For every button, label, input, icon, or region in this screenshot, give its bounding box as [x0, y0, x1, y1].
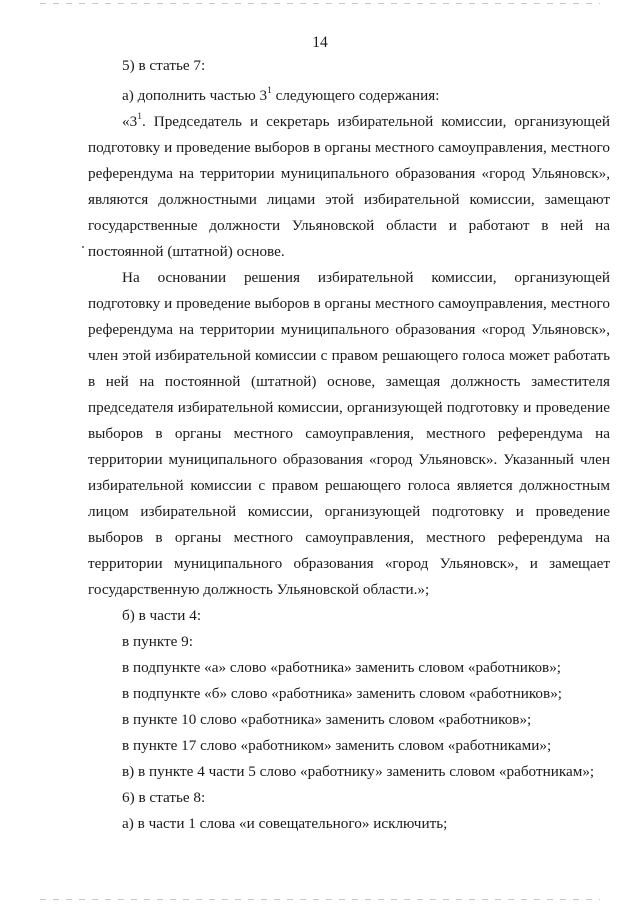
list-line-5: в пункте 10 слово «работника» заменить словом «работников»; — [122, 711, 532, 728]
list-line-6: в пункте 17 слово «работником» заменить словом «работниками»; — [122, 737, 552, 754]
item5-a-text-end: следующего содержания: — [271, 87, 440, 104]
paragraph-31-open: «3 — [122, 113, 138, 130]
page-number: 14 — [312, 34, 328, 51]
item5-a-text: а) дополнить частью 3 — [122, 87, 268, 104]
paragraph-31-superscript: 1 — [137, 111, 142, 122]
paragraph-basis: На основании решения избирательной комиссии, организующей подготовку и проведение выборов в органы местного самоуправления, местного референдума на территории муниципального образования «город Ульяновск», член этой избирательной комиссии с правом решающего голоса может работать в ней на постоянной (штатной) основе, замещая должность заместителя председателя избирательной комиссии, организующей подготовку и проведение выборов в органы местного самоуправления, местного референдума на территории муниципального образования «город Ульяновск». Указанный член избирательной комиссии с правом решающего голоса является должностным лицом избирательной комиссии, организующей подготовку и проведение выборов в органы местного самоуправления, местного референдума на территории муниципального образования «город Ульяновск», и замещает государственную должность Ульяновской области.»; — [88, 269, 610, 598]
list-line-8: 6) в статье 8: — [122, 789, 206, 806]
list-line-3: в подпункте «а» слово «работника» заменить словом «работников»; — [122, 659, 562, 676]
list-line-9: а) в части 1 слова «и совещательного» исключить; — [122, 815, 448, 832]
item5-heading: 5) в статье 7: — [122, 57, 206, 74]
item5-a — [122, 83, 610, 109]
list-line-2: в пункте 9: — [122, 633, 193, 650]
list-line-4: в подпункте «б» слово «работника» заменить словом «работников»; — [122, 685, 563, 702]
item5-a-superscript: 1 — [267, 85, 272, 96]
scan-edge-top — [40, 3, 600, 4]
paragraph-31-text: . Председатель и секретарь избирательной комиссии, организующей подготовку и проведение выборов в органы местного самоуправления, местного референдума на территории муниципального образования «город Ульяновск», являются должностными лицами этой избирательной комиссии, замещают государственные должности Ульяновской области и работают в ней на постоянной (штатной) основе. — [88, 113, 610, 260]
scan-speck — [82, 246, 84, 248]
scan-edge-bottom — [40, 899, 600, 900]
list-line-7: в) в пункте 4 части 5 слово «работнику» заменить словом «работникам»; — [122, 763, 595, 780]
list-line-1: б) в части 4: — [122, 607, 202, 624]
paragraph-31 — [88, 109, 610, 265]
